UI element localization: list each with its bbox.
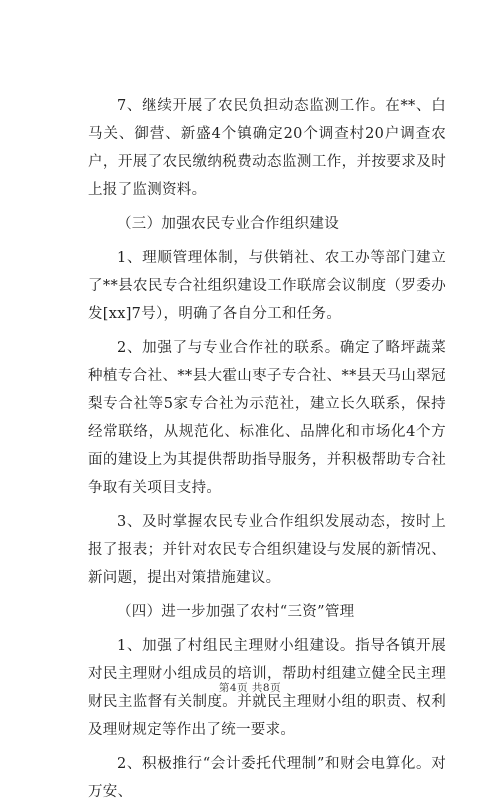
paragraph-item-2: 2、加强了与专业合作社的联系。确定了略坪蔬菜种植专合社、**县大霍山枣子专合社、**县天马山翠冠梨专合社等5家专合社为示范社，建立长久联系，保持经常联络，从规范化、标准化、品牌化和市场化4个方面的建设上为其提供帮助指导服务，并积极帮助专合社争取有关项目支持。: [88, 340, 446, 496]
paragraph-item-1-b: 1、加强了村组民主理财小组建设。指导各镇开展对民主理财小组成员的培训，帮助村组建立健全民主理财民主监督有关制度。并就民主理财小组的职责、权利及理财规定等作出了统一要求。: [88, 638, 446, 738]
paragraph-item-2-b: 2、积极推行“会计委托代理制”和财会电算化。对万安、: [88, 756, 446, 800]
section-heading-4: （四）进一步加强了农村“三资”管理: [117, 604, 355, 620]
paragraph-item-3: 3、及时掌握农民专业合作组织发展动态，按时上报了报表；并针对农民专合组织建设与发展的新情况、新问题，提出对策措施建议。: [88, 514, 446, 586]
section-heading-3: （三）加强农民专业合作组织建设: [117, 216, 339, 232]
page-number-footer: 第4页 共8页: [218, 682, 282, 694]
paragraph-item-1: 1、理顺管理体制，与供销社、农工办等部门建立了**县农民专合社组织建设工作联席会议制度（罗委办发[xx]7号），明确了各自分工和任务。: [88, 250, 446, 322]
paragraph-item-7: 7、继续开展了农民负担动态监测工作。在**、白马关、御营、新盛4个镇确定20个调查村20户调查农户，开展了农民缴纳税费动态监测工作，并按要求及时上报了监测资料。: [88, 98, 446, 198]
document-body: [88, 92, 446, 812]
